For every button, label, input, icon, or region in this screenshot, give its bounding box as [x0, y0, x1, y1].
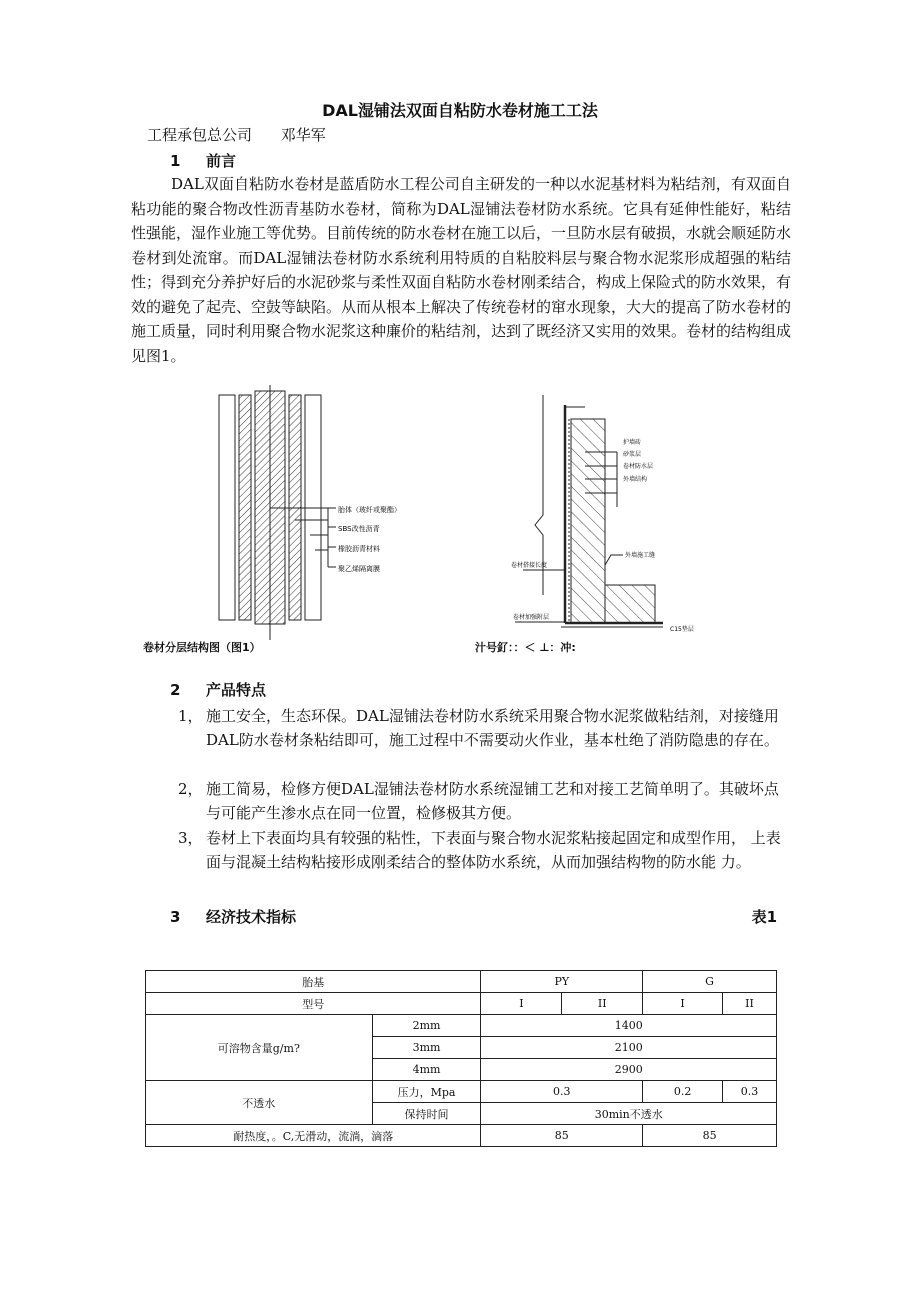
figure-1-caption: 卷材分层结构图（图1） [143, 641, 261, 654]
table-cell: I [481, 993, 562, 1015]
fig1-label-4: 聚乙烯隔离膜 [338, 565, 380, 573]
section-3-heading [170, 906, 296, 927]
table-row [146, 1125, 777, 1147]
fig2-label-5: 外墙施工缝 [625, 552, 656, 559]
section-number: 3 [170, 908, 181, 926]
fig2-label-4: 外墙结构 [623, 476, 648, 483]
table-cell: 0.3 [481, 1081, 643, 1103]
floor-slab [605, 585, 655, 623]
table-cell: 压力，Mpa [372, 1081, 481, 1103]
layer-hatch-left [239, 395, 251, 620]
table-cell: 2mm [372, 1015, 481, 1037]
fig2-label-8: C15垫层 [670, 626, 694, 633]
table-cell: 0.3 [723, 1081, 777, 1103]
author-line [147, 124, 350, 145]
table-cell: 不透水 [146, 1081, 373, 1125]
table-cell: I [643, 993, 723, 1015]
section-title: 经济技术指标 [206, 908, 297, 926]
table-cell: 型号 [146, 993, 481, 1015]
table-cell: 胎基 [146, 971, 481, 993]
table-cell: 保持时间 [372, 1103, 481, 1125]
page-title: DAL湿铺法双面自粘防水卷材施工工法 [322, 101, 598, 120]
table-row [146, 993, 777, 1015]
fig2-label-1: 护墙砖 [623, 439, 642, 446]
list-number: 1， [178, 707, 203, 725]
table-cell: 0.2 [643, 1081, 723, 1103]
table-cell: 4mm [372, 1059, 481, 1081]
author-name: 邓华军 [280, 126, 326, 144]
section-number: 1 [170, 152, 181, 170]
table-label: 表1 [751, 908, 777, 926]
fig2-label-3: 卷材防水层 [623, 463, 654, 470]
table-row [146, 971, 777, 993]
author-org: 工程承包总公司 [147, 126, 253, 144]
table-cell: 2900 [481, 1059, 777, 1081]
table-cell: 85 [643, 1125, 777, 1147]
fig1-label-3: 橡胶沥青材料 [338, 545, 380, 553]
table-cell: 2100 [481, 1037, 777, 1059]
figure-1-layer-diagram [210, 385, 420, 640]
feature-item-3 [178, 826, 790, 874]
table-cell: II [562, 993, 643, 1015]
figure-2-caption: 汁号釕：：＜ ⊥：冲: [475, 641, 576, 654]
section-title: 前言 [206, 152, 237, 170]
table-cell: 85 [481, 1125, 643, 1147]
section-2-heading [170, 679, 266, 700]
table-row [146, 1081, 777, 1103]
fig1-label-2: SBS改性沥青 [338, 525, 380, 533]
table-cell: PY [481, 971, 643, 993]
table-cell: 3mm [372, 1037, 481, 1059]
section-1-body: DAL双面自粘防水卷材是蓝盾防水工程公司自主研发的一种以水泥基材料为粘结剂，有双面自粘功能的聚合物改性沥青基防水卷材，简称为DAL湿铺法卷材防水系统。它具有延伸性能好，粘结性强能，湿作业施工等优势。目前传统的防水卷材在施工以后，一旦防水层有破损，水就会顺延防水卷材到处流窜。而DAL湿铺法卷材防水系统利用特质的自粘胶料层与聚合物水泥浆形成超强的粘结性；得到充分养护好后的水泥砂浆与柔性双面自粘防水卷材刚柔结合，构成上保险式的防水效果，有效的避免了起壳、空鼓等缺陷。从而从根本上解决了传统卷材的窜水现象，大大的提高了防水卷材的施工质量，同时利用聚合物水泥浆这种廉价的粘结剂，达到了既经济又实用的效果。卷材的结构组成见图1。 [131, 175, 792, 365]
figure-2-wall-section [505, 395, 725, 640]
table-row [146, 1015, 777, 1037]
list-number: 3， [178, 829, 203, 847]
feature-item-1 [178, 704, 790, 752]
table-cell: II [723, 993, 777, 1015]
list-text: 施工安全，生态环保。DAL湿铺法卷材防水系统采用聚合物水泥浆做粘结剂，对接缝用DAL防水卷材条粘结即可，施工过程中不需要动火作业，基本杜绝了消防隐患的存在。 [206, 707, 779, 749]
section-title: 产品特点 [206, 681, 267, 699]
fig2-label-2: 砂浆层 [623, 451, 642, 458]
fig2-label-7: 卷材加强附层 [513, 614, 550, 621]
fig1-label-1: 胎体（玻纤或聚酯） [338, 506, 401, 514]
list-number: 2， [178, 780, 203, 798]
layer-outer-left [219, 395, 235, 620]
wall-concrete [571, 419, 605, 623]
table-cell: 30min不透水 [481, 1103, 777, 1125]
section-number: 2 [170, 681, 181, 699]
table-cell: 1400 [481, 1015, 777, 1037]
table-cell: 耐热度，。C,无滑动，流淌，滴落 [146, 1125, 481, 1147]
feature-item-2 [178, 777, 790, 825]
list-text: 卷材上下表面均具有较强的粘性，下表面与聚合物水泥浆粘接起固定和成型作用， 上表面与混凝土结构粘接形成刚柔结合的整体防水系统，从而加强结构物的防水能 力。 [206, 829, 781, 871]
spec-table [145, 970, 777, 1147]
list-text: 施工简易，检修方便DAL湿铺法卷材防水系统湿铺工艺和对接工艺简单明了。其破坏点与可能产生渗水点在同一位置，检修极其方便。 [206, 780, 779, 822]
fig2-label-6: 卷材搭接长度 [511, 562, 548, 569]
table-cell: 可溶物含量g/m? [146, 1015, 373, 1081]
table-cell: G [643, 971, 777, 993]
section-1-heading [170, 150, 236, 171]
